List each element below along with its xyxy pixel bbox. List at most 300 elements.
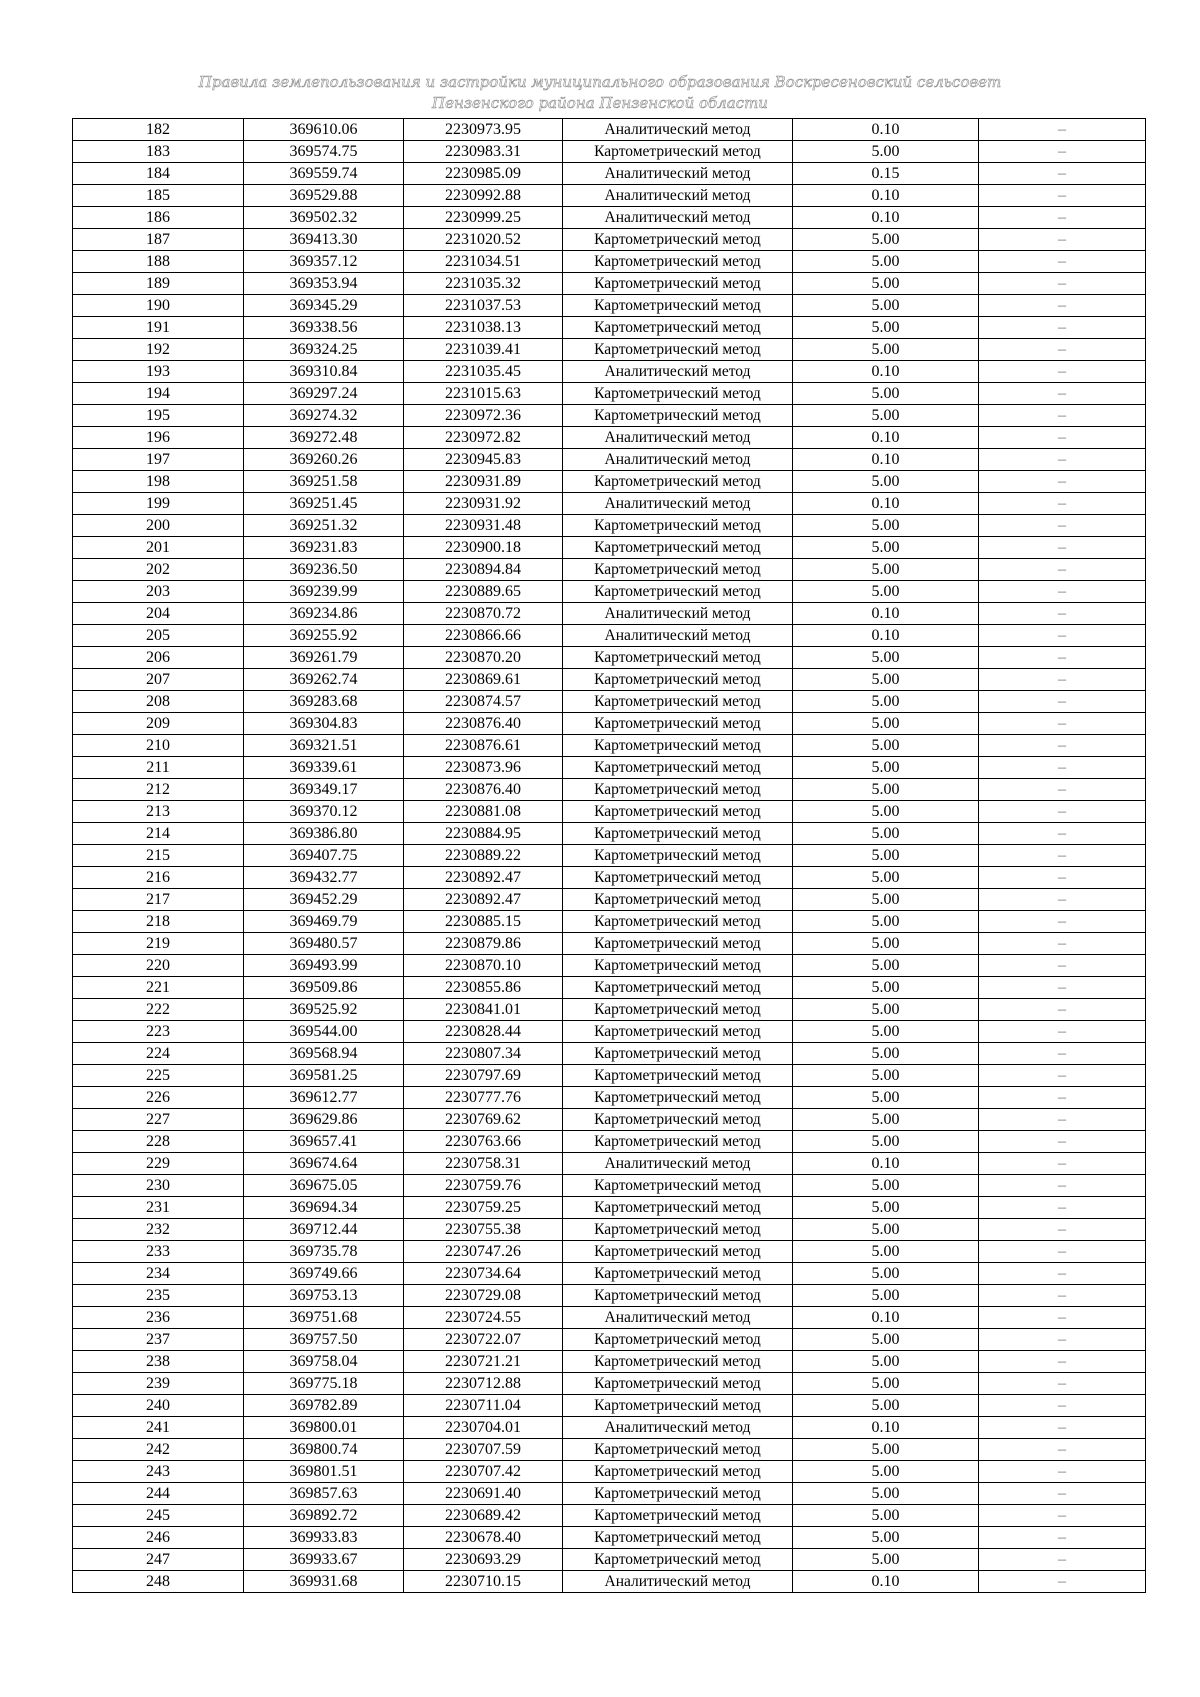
y-coordinate-cell: 2230874.57 [404,691,563,713]
table-row [73,1197,1146,1219]
accuracy-cell: 5.00 [793,251,979,273]
method-cell: Картометрический метод [563,295,793,317]
x-coordinate-cell: 369502.32 [244,207,404,229]
note-cell: – [979,405,1146,427]
table-row [73,757,1146,779]
note-cell: – [979,955,1146,977]
x-coordinate-cell: 369931.68 [244,1571,404,1593]
y-coordinate-cell: 2230711.04 [404,1395,563,1417]
accuracy-cell: 5.00 [793,273,979,295]
point-number-cell: 217 [73,889,244,911]
note-cell: – [979,141,1146,163]
y-coordinate-cell: 2230983.31 [404,141,563,163]
accuracy-cell: 0.10 [793,603,979,625]
x-coordinate-cell: 369559.74 [244,163,404,185]
table-row [73,1395,1146,1417]
note-cell: – [979,1483,1146,1505]
note-cell: – [979,1417,1146,1439]
x-coordinate-cell: 369892.72 [244,1505,404,1527]
table-row [73,823,1146,845]
y-coordinate-cell: 2230985.09 [404,163,563,185]
accuracy-cell: 5.00 [793,1527,979,1549]
y-coordinate-cell: 2230769.62 [404,1109,563,1131]
x-coordinate-cell: 369407.75 [244,845,404,867]
note-cell: – [979,669,1146,691]
table-row [73,339,1146,361]
table-row [73,735,1146,757]
y-coordinate-cell: 2231035.32 [404,273,563,295]
x-coordinate-cell: 369782.89 [244,1395,404,1417]
table-row [73,1285,1146,1307]
header-line-2: Пензенского района Пензенской области [432,94,768,112]
point-number-cell: 207 [73,669,244,691]
x-coordinate-cell: 369231.83 [244,537,404,559]
accuracy-cell: 0.10 [793,1307,979,1329]
x-coordinate-cell: 369775.18 [244,1373,404,1395]
method-cell: Картометрический метод [563,1109,793,1131]
note-cell: – [979,383,1146,405]
note-cell: – [979,1087,1146,1109]
method-cell: Картометрический метод [563,1395,793,1417]
table-row [73,1043,1146,1065]
table-row [73,383,1146,405]
method-cell: Аналитический метод [563,163,793,185]
note-cell: – [979,713,1146,735]
accuracy-cell: 5.00 [793,339,979,361]
x-coordinate-cell: 369251.45 [244,493,404,515]
table-row [73,955,1146,977]
accuracy-cell: 5.00 [793,867,979,889]
table-row [73,1571,1146,1593]
table-row [73,1153,1146,1175]
method-cell: Картометрический метод [563,1065,793,1087]
y-coordinate-cell: 2230758.31 [404,1153,563,1175]
note-cell: – [979,647,1146,669]
x-coordinate-cell: 369674.64 [244,1153,404,1175]
point-number-cell: 247 [73,1549,244,1571]
point-number-cell: 201 [73,537,244,559]
y-coordinate-cell: 2230870.72 [404,603,563,625]
x-coordinate-cell: 369283.68 [244,691,404,713]
method-cell: Картометрический метод [563,317,793,339]
y-coordinate-cell: 2231039.41 [404,339,563,361]
y-coordinate-cell: 2230729.08 [404,1285,563,1307]
table-row [73,691,1146,713]
table-row [73,141,1146,163]
x-coordinate-cell: 369432.77 [244,867,404,889]
table-row [73,405,1146,427]
table-row [73,647,1146,669]
point-number-cell: 230 [73,1175,244,1197]
y-coordinate-cell: 2230900.18 [404,537,563,559]
accuracy-cell: 5.00 [793,1021,979,1043]
y-coordinate-cell: 2230759.25 [404,1197,563,1219]
y-coordinate-cell: 2230693.29 [404,1549,563,1571]
x-coordinate-cell: 369933.83 [244,1527,404,1549]
point-number-cell: 212 [73,779,244,801]
x-coordinate-cell: 369262.74 [244,669,404,691]
x-coordinate-cell: 369529.88 [244,185,404,207]
table-row [73,251,1146,273]
point-number-cell: 245 [73,1505,244,1527]
point-number-cell: 244 [73,1483,244,1505]
accuracy-cell: 5.00 [793,647,979,669]
accuracy-cell: 5.00 [793,1197,979,1219]
point-number-cell: 208 [73,691,244,713]
point-number-cell: 203 [73,581,244,603]
table-row [73,1241,1146,1263]
accuracy-cell: 0.10 [793,493,979,515]
point-number-cell: 243 [73,1461,244,1483]
note-cell: – [979,1043,1146,1065]
y-coordinate-cell: 2230972.36 [404,405,563,427]
method-cell: Картометрический метод [563,1131,793,1153]
note-cell: – [979,801,1146,823]
x-coordinate-cell: 369386.80 [244,823,404,845]
y-coordinate-cell: 2230707.42 [404,1461,563,1483]
point-number-cell: 222 [73,999,244,1021]
table-row [73,537,1146,559]
method-cell: Аналитический метод [563,185,793,207]
point-number-cell: 235 [73,1285,244,1307]
table-row [73,1417,1146,1439]
accuracy-cell: 0.15 [793,163,979,185]
accuracy-cell: 5.00 [793,229,979,251]
note-cell: – [979,581,1146,603]
method-cell: Картометрический метод [563,581,793,603]
point-number-cell: 209 [73,713,244,735]
x-coordinate-cell: 369339.61 [244,757,404,779]
note-cell: – [979,1175,1146,1197]
method-cell: Картометрический метод [563,471,793,493]
method-cell: Картометрический метод [563,537,793,559]
method-cell: Картометрический метод [563,757,793,779]
table-row [73,977,1146,999]
accuracy-cell: 5.00 [793,977,979,999]
method-cell: Картометрический метод [563,845,793,867]
method-cell: Картометрический метод [563,1241,793,1263]
table-row [73,669,1146,691]
x-coordinate-cell: 369353.94 [244,273,404,295]
accuracy-cell: 5.00 [793,1395,979,1417]
x-coordinate-cell: 369234.86 [244,603,404,625]
y-coordinate-cell: 2230889.22 [404,845,563,867]
note-cell: – [979,1505,1146,1527]
y-coordinate-cell: 2230945.83 [404,449,563,471]
y-coordinate-cell: 2230876.40 [404,779,563,801]
point-number-cell: 234 [73,1263,244,1285]
note-cell: – [979,845,1146,867]
note-cell: – [979,537,1146,559]
note-cell: – [979,493,1146,515]
method-cell: Аналитический метод [563,207,793,229]
accuracy-cell: 5.00 [793,1505,979,1527]
table-row [73,1461,1146,1483]
note-cell: – [979,251,1146,273]
point-number-cell: 190 [73,295,244,317]
note-cell: – [979,1021,1146,1043]
point-number-cell: 224 [73,1043,244,1065]
table-row [73,713,1146,735]
table-row [73,361,1146,383]
accuracy-cell: 5.00 [793,691,979,713]
y-coordinate-cell: 2230999.25 [404,207,563,229]
point-number-cell: 236 [73,1307,244,1329]
method-cell: Аналитический метод [563,1417,793,1439]
accuracy-cell: 5.00 [793,515,979,537]
accuracy-cell: 5.00 [793,471,979,493]
x-coordinate-cell: 369712.44 [244,1219,404,1241]
accuracy-cell: 5.00 [793,669,979,691]
y-coordinate-cell: 2230894.84 [404,559,563,581]
accuracy-cell: 5.00 [793,1219,979,1241]
method-cell: Картометрический метод [563,977,793,999]
x-coordinate-cell: 369345.29 [244,295,404,317]
point-number-cell: 226 [73,1087,244,1109]
x-coordinate-cell: 369274.32 [244,405,404,427]
y-coordinate-cell: 2230972.82 [404,427,563,449]
note-cell: – [979,163,1146,185]
table-row [73,559,1146,581]
x-coordinate-cell: 369260.26 [244,449,404,471]
method-cell: Картометрический метод [563,251,793,273]
method-cell: Аналитический метод [563,361,793,383]
method-cell: Аналитический метод [563,427,793,449]
x-coordinate-cell: 369857.63 [244,1483,404,1505]
method-cell: Картометрический метод [563,515,793,537]
point-number-cell: 240 [73,1395,244,1417]
note-cell: – [979,295,1146,317]
point-number-cell: 211 [73,757,244,779]
y-coordinate-cell: 2230689.42 [404,1505,563,1527]
accuracy-cell: 5.00 [793,823,979,845]
y-coordinate-cell: 2230777.76 [404,1087,563,1109]
method-cell: Картометрический метод [563,1087,793,1109]
method-cell: Картометрический метод [563,383,793,405]
x-coordinate-cell: 369574.75 [244,141,404,163]
x-coordinate-cell: 369800.74 [244,1439,404,1461]
y-coordinate-cell: 2231037.53 [404,295,563,317]
method-cell: Картометрический метод [563,713,793,735]
point-number-cell: 196 [73,427,244,449]
method-cell: Картометрический метод [563,559,793,581]
accuracy-cell: 5.00 [793,317,979,339]
table-body [73,119,1146,1593]
table-row [73,493,1146,515]
y-coordinate-cell: 2230873.96 [404,757,563,779]
accuracy-cell: 5.00 [793,1043,979,1065]
x-coordinate-cell: 369304.83 [244,713,404,735]
method-cell: Картометрический метод [563,1021,793,1043]
point-number-cell: 204 [73,603,244,625]
x-coordinate-cell: 369310.84 [244,361,404,383]
point-number-cell: 220 [73,955,244,977]
accuracy-cell: 5.00 [793,1461,979,1483]
accuracy-cell: 5.00 [793,757,979,779]
x-coordinate-cell: 369469.79 [244,911,404,933]
method-cell: Картометрический метод [563,779,793,801]
method-cell: Картометрический метод [563,1263,793,1285]
note-cell: – [979,1461,1146,1483]
note-cell: – [979,933,1146,955]
accuracy-cell: 5.00 [793,1483,979,1505]
point-number-cell: 248 [73,1571,244,1593]
table-row [73,1329,1146,1351]
accuracy-cell: 0.10 [793,207,979,229]
x-coordinate-cell: 369509.86 [244,977,404,999]
accuracy-cell: 5.00 [793,1329,979,1351]
note-cell: – [979,779,1146,801]
accuracy-cell: 5.00 [793,1109,979,1131]
accuracy-cell: 5.00 [793,735,979,757]
table-row [73,1065,1146,1087]
note-cell: – [979,1263,1146,1285]
x-coordinate-cell: 369324.25 [244,339,404,361]
point-number-cell: 189 [73,273,244,295]
accuracy-cell: 5.00 [793,405,979,427]
note-cell: – [979,427,1146,449]
method-cell: Аналитический метод [563,625,793,647]
x-coordinate-cell: 369694.34 [244,1197,404,1219]
accuracy-cell: 5.00 [793,1373,979,1395]
table-row [73,295,1146,317]
note-cell: – [979,889,1146,911]
note-cell: – [979,735,1146,757]
method-cell: Картометрический метод [563,1373,793,1395]
table-row [73,1131,1146,1153]
y-coordinate-cell: 2230763.66 [404,1131,563,1153]
note-cell: – [979,317,1146,339]
accuracy-cell: 0.10 [793,185,979,207]
y-coordinate-cell: 2230797.69 [404,1065,563,1087]
y-coordinate-cell: 2230885.15 [404,911,563,933]
note-cell: – [979,1153,1146,1175]
point-number-cell: 229 [73,1153,244,1175]
y-coordinate-cell: 2230866.66 [404,625,563,647]
x-coordinate-cell: 369525.92 [244,999,404,1021]
point-number-cell: 246 [73,1527,244,1549]
note-cell: – [979,757,1146,779]
x-coordinate-cell: 369357.12 [244,251,404,273]
method-cell: Картометрический метод [563,867,793,889]
x-coordinate-cell: 369413.30 [244,229,404,251]
method-cell: Картометрический метод [563,823,793,845]
method-cell: Картометрический метод [563,1461,793,1483]
accuracy-cell: 5.00 [793,801,979,823]
point-number-cell: 214 [73,823,244,845]
note-cell: – [979,207,1146,229]
x-coordinate-cell: 369251.58 [244,471,404,493]
point-number-cell: 191 [73,317,244,339]
method-cell: Картометрический метод [563,1439,793,1461]
accuracy-cell: 5.00 [793,383,979,405]
x-coordinate-cell: 369629.86 [244,1109,404,1131]
note-cell: – [979,1219,1146,1241]
point-number-cell: 218 [73,911,244,933]
method-cell: Аналитический метод [563,1153,793,1175]
method-cell: Аналитический метод [563,119,793,141]
x-coordinate-cell: 369568.94 [244,1043,404,1065]
y-coordinate-cell: 2230807.34 [404,1043,563,1065]
table-row [73,933,1146,955]
accuracy-cell: 5.00 [793,1351,979,1373]
y-coordinate-cell: 2230710.15 [404,1571,563,1593]
accuracy-cell: 5.00 [793,1131,979,1153]
point-number-cell: 187 [73,229,244,251]
accuracy-cell: 5.00 [793,1241,979,1263]
method-cell: Картометрический метод [563,1351,793,1373]
x-coordinate-cell: 369452.29 [244,889,404,911]
accuracy-cell: 5.00 [793,537,979,559]
method-cell: Картометрический метод [563,955,793,977]
point-number-cell: 238 [73,1351,244,1373]
point-number-cell: 202 [73,559,244,581]
table-row [73,229,1146,251]
x-coordinate-cell: 369581.25 [244,1065,404,1087]
point-number-cell: 200 [73,515,244,537]
x-coordinate-cell: 369758.04 [244,1351,404,1373]
y-coordinate-cell: 2230879.86 [404,933,563,955]
header-line-1: Правила землепользования и застройки муниципального образования Воскресеновский сельсовет [198,73,1002,91]
method-cell: Картометрический метод [563,1483,793,1505]
note-cell: – [979,625,1146,647]
y-coordinate-cell: 2230721.21 [404,1351,563,1373]
note-cell: – [979,1571,1146,1593]
table-row [73,119,1146,141]
accuracy-cell: 0.10 [793,361,979,383]
table-row [73,273,1146,295]
accuracy-cell: 0.10 [793,625,979,647]
method-cell: Картометрический метод [563,735,793,757]
table-row [73,625,1146,647]
accuracy-cell: 5.00 [793,1087,979,1109]
table-row [73,999,1146,1021]
note-cell: – [979,603,1146,625]
point-number-cell: 184 [73,163,244,185]
y-coordinate-cell: 2230724.55 [404,1307,563,1329]
method-cell: Картометрический метод [563,1527,793,1549]
point-number-cell: 186 [73,207,244,229]
accuracy-cell: 5.00 [793,1175,979,1197]
note-cell: – [979,1285,1146,1307]
y-coordinate-cell: 2230931.92 [404,493,563,515]
method-cell: Аналитический метод [563,1571,793,1593]
accuracy-cell: 5.00 [793,295,979,317]
x-coordinate-cell: 369272.48 [244,427,404,449]
y-coordinate-cell: 2230707.59 [404,1439,563,1461]
accuracy-cell: 5.00 [793,141,979,163]
note-cell: – [979,867,1146,889]
y-coordinate-cell: 2230884.95 [404,823,563,845]
table-row [73,845,1146,867]
y-coordinate-cell: 2230931.89 [404,471,563,493]
x-coordinate-cell: 369757.50 [244,1329,404,1351]
table-row [73,471,1146,493]
accuracy-cell: 5.00 [793,933,979,955]
table-row [73,207,1146,229]
table-row [73,1219,1146,1241]
note-cell: – [979,1065,1146,1087]
x-coordinate-cell: 369321.51 [244,735,404,757]
y-coordinate-cell: 2230722.07 [404,1329,563,1351]
table-row [73,1505,1146,1527]
method-cell: Аналитический метод [563,493,793,515]
method-cell: Картометрический метод [563,647,793,669]
table-row [73,581,1146,603]
x-coordinate-cell: 369735.78 [244,1241,404,1263]
x-coordinate-cell: 369255.92 [244,625,404,647]
point-number-cell: 198 [73,471,244,493]
